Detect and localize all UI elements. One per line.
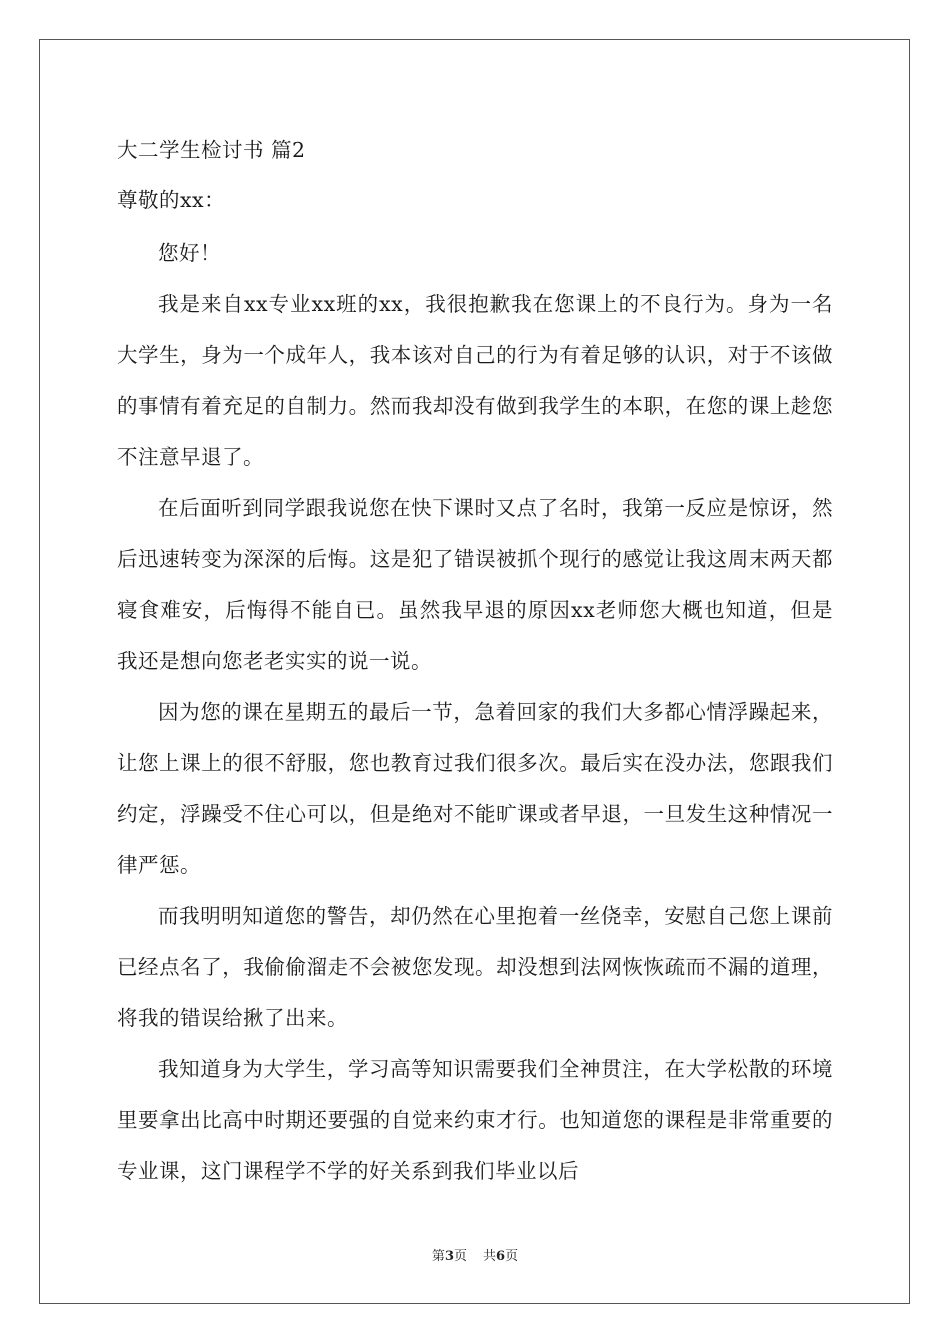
document-body	[117, 128, 833, 1197]
page-current: 3	[444, 1249, 454, 1264]
salutation: 尊敬的xx：	[117, 188, 226, 212]
paragraph: 因为您的课在星期五的最后一节，急着回家的我们大多都心情浮躁起来，让您上课上的很不舒服，您也教育过我们很多次。最后实在没办法，您跟我们约定，浮躁受不住心可以，但是绝对不能旷课或者早退，一旦发生这种情况一律严惩。	[117, 700, 833, 877]
document-title: 大二学生检讨书 篇2	[117, 138, 306, 162]
page-footer	[0, 1245, 950, 1264]
paragraph-greeting: 您好！	[158, 241, 221, 265]
page-total-label: 共6页	[483, 1249, 519, 1264]
paragraph: 而我明明知道您的警告，却仍然在心里抱着一丝侥幸，安慰自己您上课前已经点名了，我偷偷溜走不会被您发现。却没想到法网恢恢疏而不漏的道理，将我的错误给揪了出来。	[117, 904, 833, 1030]
paragraph: 我是来自xx专业xx班的xx，我很抱歉我在您课上的不良行为。身为一名大学生，身为一个成年人，我本该对自己的行为有着足够的认识，对于不该做的事情有着充足的自制力。然而我却没有做到我学生的本职，在您的课上趁您不注意早退了。	[117, 292, 833, 469]
paragraph: 我知道身为大学生，学习高等知识需要我们全神贯注，在大学松散的环境里要拿出比高中时期还要强的自觉来约束才行。也知道您的课程是非常重要的专业课，这门课程学不学的好关系到我们毕业以后	[117, 1057, 833, 1183]
paragraph: 在后面听到同学跟我说您在快下课时又点了名时，我第一反应是惊讶，然后迅速转变为深深的后悔。这是犯了错误被抓个现行的感觉让我这周末两天都寝食难安，后悔得不能自已。虽然我早退的原因xx老师您大概也知道，但是我还是想向您老老实实的说一说。	[117, 496, 833, 673]
page-number-label: 第3页	[431, 1249, 467, 1264]
page-total: 6	[496, 1249, 506, 1264]
